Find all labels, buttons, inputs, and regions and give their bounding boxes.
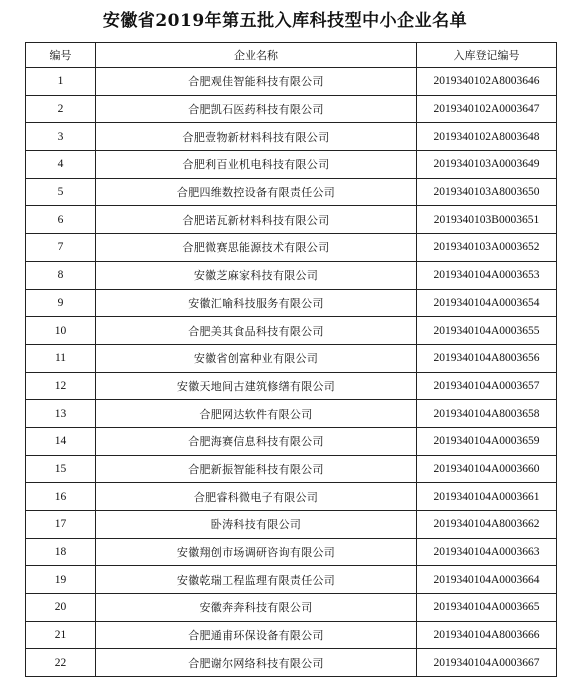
registration-number: 2019340103B0003651 bbox=[417, 206, 557, 234]
registration-number: 2019340104A0003661 bbox=[417, 483, 557, 511]
table-row bbox=[26, 234, 557, 262]
company-name: 合肥微赛思能源技术有限公司 bbox=[96, 234, 417, 262]
row-number: 11 bbox=[26, 344, 96, 372]
row-number: 15 bbox=[26, 455, 96, 483]
table-row bbox=[26, 538, 557, 566]
company-name: 合肥美其食品科技有限公司 bbox=[96, 317, 417, 345]
company-name: 安徽汇喻科技服务有限公司 bbox=[96, 289, 417, 317]
company-name: 合肥睿科微电子有限公司 bbox=[96, 483, 417, 511]
row-number: 20 bbox=[26, 594, 96, 622]
registration-number: 2019340103A0003649 bbox=[417, 151, 557, 179]
table-row bbox=[26, 317, 557, 345]
row-number: 13 bbox=[26, 400, 96, 428]
row-number: 6 bbox=[26, 206, 96, 234]
table-row bbox=[26, 206, 557, 234]
table-row bbox=[26, 289, 557, 317]
company-name: 合肥海赛信息科技有限公司 bbox=[96, 427, 417, 455]
company-name: 合肥网达软件有限公司 bbox=[96, 400, 417, 428]
company-name: 合肥壹物新材料科技有限公司 bbox=[96, 123, 417, 151]
registration-number: 2019340104A0003659 bbox=[417, 427, 557, 455]
registration-number: 2019340103A0003652 bbox=[417, 234, 557, 262]
table-header-row bbox=[26, 43, 557, 68]
registration-number: 2019340102A8003646 bbox=[417, 68, 557, 96]
table-row bbox=[26, 178, 557, 206]
table-row bbox=[26, 372, 557, 400]
header-company-name: 企业名称 bbox=[96, 43, 417, 68]
registration-number: 2019340104A8003658 bbox=[417, 400, 557, 428]
table-row bbox=[26, 455, 557, 483]
registration-number: 2019340102A0003647 bbox=[417, 95, 557, 123]
row-number: 3 bbox=[26, 123, 96, 151]
page-title: 安徽省2019年第五批入库科技型中小企业名单 bbox=[102, 11, 468, 31]
enterprise-table bbox=[25, 42, 557, 677]
registration-number: 2019340104A0003667 bbox=[417, 649, 557, 677]
company-name: 安徽省创富种业有限公司 bbox=[96, 344, 417, 372]
table-row bbox=[26, 427, 557, 455]
company-name: 合肥通甫环保设备有限公司 bbox=[96, 621, 417, 649]
company-name: 合肥诺瓦新材料科技有限公司 bbox=[96, 206, 417, 234]
registration-number: 2019340104A0003653 bbox=[417, 261, 557, 289]
row-number: 10 bbox=[26, 317, 96, 345]
registration-number: 2019340104A0003663 bbox=[417, 538, 557, 566]
registration-number: 2019340104A8003666 bbox=[417, 621, 557, 649]
company-name: 合肥利百业机电科技有限公司 bbox=[96, 151, 417, 179]
row-number: 16 bbox=[26, 483, 96, 511]
row-number: 17 bbox=[26, 511, 96, 539]
company-name: 安徽乾瑞工程监理有限责任公司 bbox=[96, 566, 417, 594]
registration-number: 2019340104A0003655 bbox=[417, 317, 557, 345]
row-number: 1 bbox=[26, 68, 96, 96]
table-row bbox=[26, 649, 557, 677]
header-number: 编号 bbox=[26, 43, 96, 68]
registration-number: 2019340102A8003648 bbox=[417, 123, 557, 151]
registration-number: 2019340104A0003660 bbox=[417, 455, 557, 483]
registration-number: 2019340103A8003650 bbox=[417, 178, 557, 206]
company-name: 合肥四维数控设备有限责任公司 bbox=[96, 178, 417, 206]
company-name: 合肥谢尔网络科技有限公司 bbox=[96, 649, 417, 677]
table-row bbox=[26, 95, 557, 123]
company-name: 安徽奔奔科技有限公司 bbox=[96, 594, 417, 622]
table-row bbox=[26, 344, 557, 372]
row-number: 22 bbox=[26, 649, 96, 677]
registration-number: 2019340104A0003654 bbox=[417, 289, 557, 317]
table-row bbox=[26, 483, 557, 511]
row-number: 2 bbox=[26, 95, 96, 123]
table-row bbox=[26, 123, 557, 151]
table-row bbox=[26, 621, 557, 649]
company-name: 合肥观佳智能科技有限公司 bbox=[96, 68, 417, 96]
registration-number: 2019340104A0003664 bbox=[417, 566, 557, 594]
company-name: 合肥凯石医药科技有限公司 bbox=[96, 95, 417, 123]
row-number: 21 bbox=[26, 621, 96, 649]
row-number: 14 bbox=[26, 427, 96, 455]
table-row bbox=[26, 68, 557, 96]
row-number: 12 bbox=[26, 372, 96, 400]
company-name: 安徽芝麻家科技有限公司 bbox=[96, 261, 417, 289]
registration-number: 2019340104A8003662 bbox=[417, 511, 557, 539]
header-registration-number: 入库登记编号 bbox=[417, 43, 557, 68]
row-number: 8 bbox=[26, 261, 96, 289]
registration-number: 2019340104A0003665 bbox=[417, 594, 557, 622]
registration-number: 2019340104A8003656 bbox=[417, 344, 557, 372]
table-row bbox=[26, 594, 557, 622]
company-name: 安徽翔创市场调研咨询有限公司 bbox=[96, 538, 417, 566]
row-number: 4 bbox=[26, 151, 96, 179]
row-number: 7 bbox=[26, 234, 96, 262]
row-number: 5 bbox=[26, 178, 96, 206]
row-number: 9 bbox=[26, 289, 96, 317]
table-row bbox=[26, 566, 557, 594]
company-name: 安徽天地间古建筑修缮有限公司 bbox=[96, 372, 417, 400]
table-row bbox=[26, 400, 557, 428]
table-row bbox=[26, 261, 557, 289]
table-row bbox=[26, 151, 557, 179]
company-name: 合肥新振智能科技有限公司 bbox=[96, 455, 417, 483]
company-name: 卧涛科技有限公司 bbox=[96, 511, 417, 539]
row-number: 19 bbox=[26, 566, 96, 594]
row-number: 18 bbox=[26, 538, 96, 566]
registration-number: 2019340104A0003657 bbox=[417, 372, 557, 400]
table-row bbox=[26, 511, 557, 539]
